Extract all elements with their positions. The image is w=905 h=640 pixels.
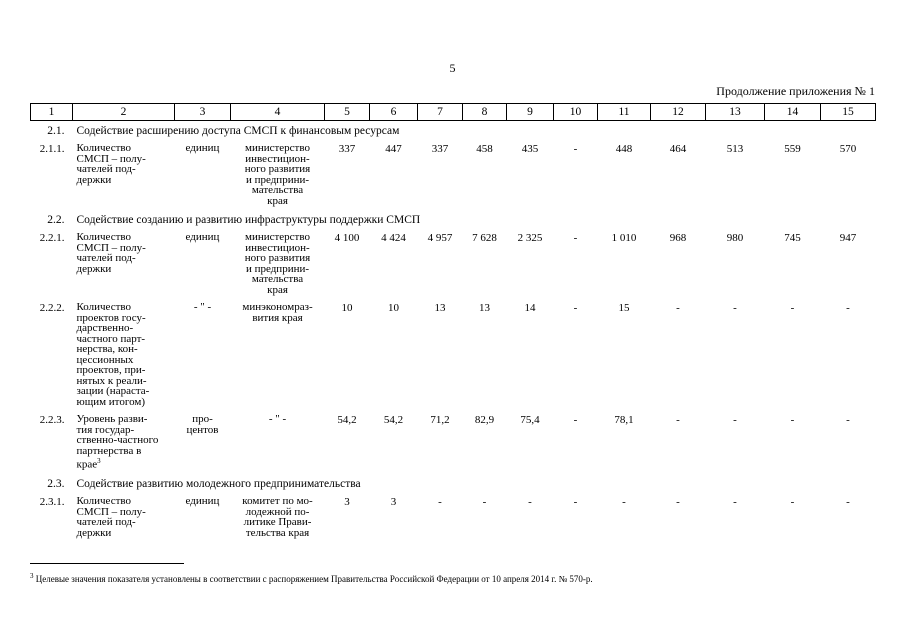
header-col-5: 5 <box>325 104 370 121</box>
value-cell: 7 628 <box>472 232 497 244</box>
cell-line: - " - <box>268 413 287 425</box>
cell-line: держки <box>76 173 112 186</box>
cell-line: министерство <box>244 142 310 154</box>
indicator-name <box>73 493 175 542</box>
value-cell: 947 <box>839 232 857 244</box>
responsible-org <box>231 140 325 210</box>
cell-line: партнерства в <box>76 444 142 457</box>
value-cell: 54,2 <box>337 414 357 426</box>
value-cell: 3 <box>390 496 397 509</box>
value-cell: 14 <box>524 302 536 314</box>
header-col-13: 13 <box>706 104 765 121</box>
row-code: 2.2.2. <box>39 302 65 314</box>
value-cell: 10 <box>341 302 353 314</box>
value-cell: 464 <box>669 143 687 155</box>
cell-line: мательства <box>251 184 304 196</box>
header-col-12: 12 <box>651 104 706 121</box>
value-cell: 559 <box>784 143 801 155</box>
footnote <box>30 572 593 584</box>
footnote-ref: 3 <box>97 457 101 465</box>
section-title: Содействие созданию и развитию инфраструктуры поддержки СМСП <box>76 214 421 226</box>
cell-line: ного развития <box>244 163 311 175</box>
cell-line: и предприни- <box>245 262 310 275</box>
cell-line: цессионных <box>76 353 134 366</box>
value-cell: - <box>790 496 795 509</box>
section-title: Содействие развитию молодежного предпринимательства <box>76 478 361 491</box>
header-col-8: 8 <box>463 104 507 121</box>
indicator-name <box>73 140 175 210</box>
value-cell: - <box>573 302 578 314</box>
value-cell: - <box>733 302 737 314</box>
row-code: 2.2.3. <box>39 414 65 426</box>
value-cell: 968 <box>669 232 687 244</box>
unit: - " - <box>193 301 212 313</box>
header-col-15: 15 <box>821 104 876 121</box>
value-cell: - <box>622 496 626 509</box>
header-col-7: 7 <box>418 104 463 121</box>
value-cell: - <box>846 302 850 314</box>
header-col-2: 2 <box>73 104 175 121</box>
cell-line: зации (нараста- <box>76 385 150 397</box>
cell-line: вития края <box>252 311 303 324</box>
table-row <box>31 411 876 474</box>
value-cell: 447 <box>385 143 402 155</box>
unit: единиц <box>185 231 220 243</box>
value-cell: - <box>846 414 850 426</box>
header-col-6: 6 <box>370 104 418 121</box>
value-cell: 458 <box>476 143 493 155</box>
value-cell: - <box>573 232 578 244</box>
value-cell: - <box>790 414 795 426</box>
cell-line: Количество <box>76 495 132 508</box>
indicator-name <box>73 299 175 411</box>
value-cell: - <box>573 414 578 426</box>
cell-line <box>77 456 175 470</box>
value-cell: 2 325 <box>517 232 543 244</box>
cell-line: края <box>267 194 288 207</box>
table-row <box>31 140 876 210</box>
cell-line: держки <box>76 262 112 275</box>
unit: единиц <box>185 142 220 154</box>
cell-line: нятых к реали- <box>76 374 147 387</box>
cell-line: литике Прави- <box>243 516 312 529</box>
header-col-3: 3 <box>175 104 231 121</box>
cell-line: центов <box>186 423 219 436</box>
value-cell: 13 <box>479 302 490 314</box>
cell-line: лодежной по- <box>245 505 310 518</box>
header-col-10: 10 <box>554 104 598 121</box>
cell-line: инвестицион- <box>245 152 310 165</box>
section-code: 2.3. <box>47 478 65 491</box>
cell-line: Уровень разви- <box>76 413 148 425</box>
cell-line: чателей под- <box>76 163 136 175</box>
value-cell: 1 010 <box>611 232 637 244</box>
cell-line: держки <box>76 526 112 539</box>
value-cell: 513 <box>726 143 744 155</box>
header-col-4: 4 <box>231 104 325 121</box>
value-cell: - <box>846 496 850 509</box>
page-number: 5 <box>449 61 456 75</box>
value-cell: - <box>676 414 680 426</box>
value-cell: 82,9 <box>474 414 495 426</box>
cell-line: и предприни- <box>245 173 310 186</box>
cell-line: Количество <box>76 231 132 243</box>
row-code: 2.1.1. <box>39 143 65 155</box>
value-cell: - <box>733 496 737 509</box>
cell-line: ного развития <box>244 252 311 264</box>
cell-line: Количество <box>76 301 132 313</box>
cell-line: края <box>267 283 288 296</box>
section-row <box>31 121 876 141</box>
value-cell: 337 <box>338 143 356 155</box>
footnote-mark: 3 <box>30 572 34 580</box>
value-cell: 54,2 <box>383 414 404 426</box>
responsible-org <box>231 229 325 299</box>
cell-line: ственно-частного <box>76 434 159 446</box>
header-col-9: 9 <box>507 104 554 121</box>
cell-line: проектов госу- <box>76 311 146 324</box>
value-cell: 980 <box>726 232 744 244</box>
cell-line: тельства края <box>245 526 310 539</box>
section-row <box>31 474 876 493</box>
cell-line: дарственно- <box>76 322 134 334</box>
cell-line: чателей под- <box>76 516 136 529</box>
unit: единиц <box>185 495 220 508</box>
indicator-name <box>73 229 175 299</box>
responsible-org <box>231 299 325 411</box>
value-cell: - <box>438 496 442 509</box>
responsible-org <box>231 493 325 542</box>
value-cell: 4 424 <box>381 232 406 244</box>
responsible-org <box>231 411 325 474</box>
footnote-separator <box>30 563 184 564</box>
indicators-table <box>30 103 876 542</box>
value-cell: 570 <box>839 143 857 155</box>
cell-line: Количество <box>76 142 132 154</box>
section-title: Содействие расширению доступа СМСП к финансовым ресурсам <box>76 125 400 137</box>
value-cell: 745 <box>784 232 801 244</box>
unit <box>175 411 231 474</box>
value-cell: 337 <box>431 143 449 155</box>
value-cell: 435 <box>521 143 539 155</box>
cell-line: частного парт- <box>76 332 146 345</box>
cell-line: ющим итогом) <box>76 395 145 408</box>
cell-line: СМСП – полу- <box>76 152 146 165</box>
footnote-text: Целевые значения показателя установлены в соответствии с распоряжением Правительства Российской Федерации от 10 апреля 2014 г. № 570-р. <box>35 574 593 584</box>
table-row <box>31 229 876 299</box>
value-cell: 78,1 <box>614 414 634 426</box>
indicator-name <box>73 411 175 474</box>
value-cell: - <box>528 496 532 509</box>
section-code: 2.2. <box>47 214 65 226</box>
cell-line: министерство <box>244 231 310 243</box>
row-code: 2.3.1. <box>39 496 65 509</box>
section-row <box>31 210 876 229</box>
value-cell: 4 100 <box>334 232 360 244</box>
value-cell: 15 <box>618 302 630 314</box>
table-row <box>31 493 876 542</box>
value-cell: 10 <box>388 302 399 314</box>
cell-line: комитет по мо- <box>242 495 313 508</box>
header-col-11: 11 <box>598 104 651 121</box>
cell-line: СМСП – полу- <box>76 505 146 518</box>
cell-line: проектов, при- <box>76 364 146 376</box>
value-cell: 13 <box>434 302 446 314</box>
name-last-line: крае <box>76 458 98 471</box>
value-cell: - <box>573 143 578 155</box>
cell-line: про- <box>192 413 213 425</box>
cell-line: тия государ- <box>76 423 135 436</box>
value-cell: - <box>733 414 737 426</box>
header-col-14: 14 <box>765 104 821 121</box>
header-row <box>31 104 876 121</box>
continuation-label: Продолжение приложения № 1 <box>716 84 875 98</box>
row-code: 2.2.1. <box>39 232 65 244</box>
cell-line: СМСП – полу- <box>76 241 146 254</box>
value-cell: - <box>676 496 680 509</box>
header-col-1: 1 <box>31 104 73 121</box>
cell-line: мательства <box>251 273 304 285</box>
cell-line: минэкономраз- <box>242 301 313 313</box>
value-cell: 71,2 <box>430 414 450 426</box>
cell-line: инвестицион- <box>245 241 310 254</box>
value-cell: - <box>573 496 578 509</box>
value-cell: - <box>790 302 795 314</box>
cell-line: чателей под- <box>76 252 136 264</box>
value-cell: 448 <box>615 143 633 155</box>
cell-line: нерства, кон- <box>76 343 138 355</box>
value-cell: 3 <box>344 496 350 509</box>
value-cell: - <box>676 302 680 314</box>
section-code: 2.1. <box>47 125 65 137</box>
value-cell: - <box>482 496 487 509</box>
value-cell: 75,4 <box>520 414 540 426</box>
value-cell: 4 957 <box>427 232 453 244</box>
table-row <box>31 299 876 411</box>
